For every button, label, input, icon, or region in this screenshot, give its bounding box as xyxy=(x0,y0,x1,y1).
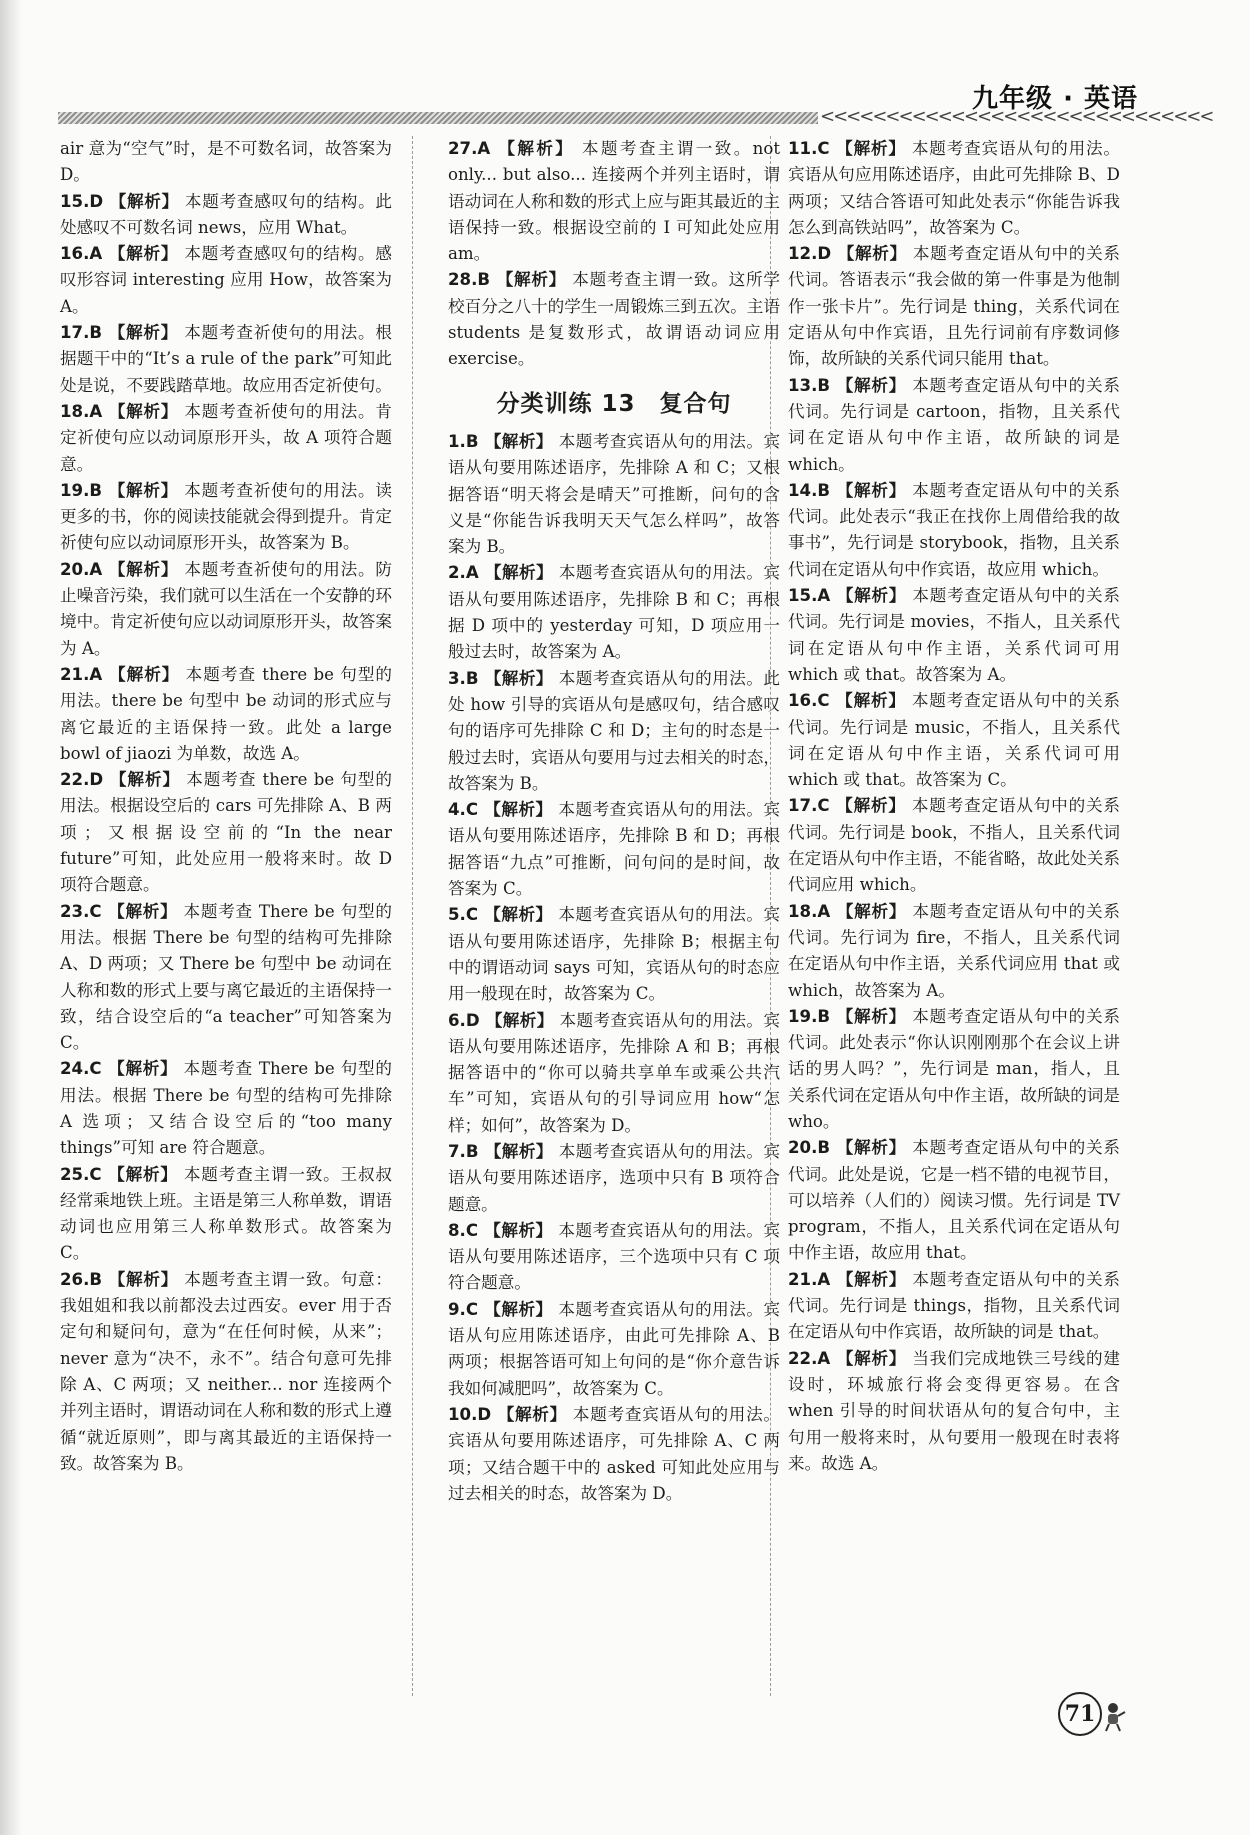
column-divider-1 xyxy=(412,136,413,1696)
answer-key-label: 22.D 【解析】 xyxy=(60,770,181,790)
answer-item: 3.B 【解析】 本题考查宾语从句的用法。此处 how 引导的宾语从句是感叹句，结合感叹句的语序可先排除 C 和 D；主句的时态是一般过去时，宾语从句要用与过去相关的时态，故答案为 B。 xyxy=(448,668,780,793)
answer-key-label: 9.C 【解析】 xyxy=(448,1299,553,1319)
answer-key-label: 20.B 【解析】 xyxy=(788,1138,907,1158)
answer-key-label: 24.C 【解析】 xyxy=(60,1059,178,1079)
answer-key-label: 16.C 【解析】 xyxy=(788,691,906,711)
answer-item: 25.C 【解析】 本题考查主谓一致。王叔叔经常乘地铁上班。主语是第三人称单数，谓语动词也应用第三人称单数形式。故答案为 C。 xyxy=(60,1164,392,1263)
answer-key-label: 4.C 【解析】 xyxy=(448,800,553,820)
answer-item: 19.B 【解析】 本题考查祈使句的用法。读更多的书，你的阅读技能就会得到提升。肯定祈使句应以动词原形开头，故答案为 B。 xyxy=(60,480,392,553)
answer-item: 15.D 【解析】 本题考查感叹句的结构。此处感叹不可数名词 news，应用 What。 xyxy=(60,191,392,237)
answer-key-label: 26.B 【解析】 xyxy=(60,1269,179,1289)
header-hatched-rule xyxy=(58,112,818,124)
answer-key-label: 18.A 【解析】 xyxy=(788,901,907,921)
answer-item: 15.A 【解析】 本题考查定语从句中的关系代词。先行词是 movies，不指人，且关系代词在定语从句中作主语，关系代词可用 which 或 that。故答案为 A。 xyxy=(788,586,1121,684)
column-2 xyxy=(448,136,780,1507)
answer-key-label: 8.C 【解析】 xyxy=(448,1220,553,1240)
page-number: 71 xyxy=(1058,1692,1102,1736)
answer-item: 16.C 【解析】 本题考查定语从句中的关系代词。先行词是 music，不指人，且关系代词在定语从句中作主语，关系代词可用 which 或 that。故答案为 C。 xyxy=(788,691,1120,790)
header-chevron-decoration: <<<<<<<<<<<<<<<<<<<<<<<<<<<<<< xyxy=(820,106,1213,127)
answer-item: 14.B 【解析】 本题考查定语从句中的关系代词。此处表示“我正在找你上周借给我的故事书”，先行词是 storybook，指物，且关系代词在定语从句中作宾语，故应用 which。 xyxy=(788,480,1120,579)
answer-key-label: 25.C 【解析】 xyxy=(60,1164,178,1184)
answer-item: 13.B 【解析】 本题考查定语从句中的关系代词。先行词是 cartoon，指物，且关系代词在定语从句中作主语，故所缺的词是 which。 xyxy=(788,375,1120,474)
answer-key-label: 28.B 【解析】 xyxy=(448,270,567,290)
answer-key-label: 15.D 【解析】 xyxy=(60,191,179,211)
answer-key-label: 11.C 【解析】 xyxy=(788,139,906,158)
answer-item: 24.C 【解析】 本题考查 There be 句型的用法。根据 There be 句型的结构可先排除 A 选项；又结合设空后的“too many things”可知 are 符合题意。 xyxy=(60,1059,392,1158)
answer-item: 17.C 【解析】 本题考查定语从句中的关系代词。先行词是 book，不指人，且关系代词在定语从句中作主语，不能省略，故此处关系代词应用 which。 xyxy=(788,796,1120,895)
answer-item: 10.D 【解析】 本题考查宾语从句的用法。宾语从句要用陈述语序，可先排除 A、C 两项；又结合题干中的 asked 可知此处应用与过去相关的时态，故答案为 D。 xyxy=(448,1404,780,1503)
answer-key-label: 3.B 【解析】 xyxy=(448,668,553,688)
answer-key-label: 19.B 【解析】 xyxy=(788,1006,907,1026)
answer-key-label: 20.A 【解析】 xyxy=(60,559,179,579)
answer-item: air 意为“空气”时，是不可数名词，故答案为 D。 xyxy=(60,139,392,185)
answer-key-label: 6.D 【解析】 xyxy=(448,1010,554,1030)
answer-key-label: 15.A 【解析】 xyxy=(788,586,907,606)
answer-key-label: 17.C 【解析】 xyxy=(788,796,906,816)
answer-item: 9.C 【解析】 本题考查宾语从句的用法。宾语从句应用陈述语序，由此可先排除 A、B 两项；根据答语可知上句问的是“你介意告诉我如何减肥吗”，故答案为 C。 xyxy=(448,1299,780,1398)
answer-item: 8.C 【解析】 本题考查宾语从句的用法。宾语从句要用陈述语序，三个选项中只有 C 项符合题意。 xyxy=(448,1220,780,1293)
answer-item: 12.D 【解析】 本题考查定语从句中的关系代词。答语表示“我会做的第一件事是为他制作一张卡片”。先行词是 thing，关系代词在定语从句中作宾语，且先行词前有序数词修饰，故所缺的关系代词只能用 that。 xyxy=(788,244,1120,369)
page-spine-shadow xyxy=(0,0,22,1835)
answer-key-label: 7.B 【解析】 xyxy=(448,1141,553,1161)
answer-key-label: 21.A 【解析】 xyxy=(788,1269,907,1289)
answer-key-label: 22.A 【解析】 xyxy=(788,1348,907,1368)
answer-item: 22.A 【解析】 当我们完成地铁三号线的建设时，环城旅行将会变得更容易。在含 when 引导的时间状语从句的复合句中，主句用一般将来时，从句要用一般现在时表将来。故选 A。 xyxy=(788,1348,1121,1473)
answer-item: 6.D 【解析】 本题考查宾语从句的用法。宾语从句要用陈述语序，先排除 A 和 B；再根据答语中的“你可以骑共享单车或乘公共汽车”可知，宾语从句的引导词应用 how“怎样；如何”，故答案为 D。 xyxy=(448,1010,780,1135)
answer-item: 27.A 【解析】 本题考查主谓一致。not only... but also... 连接两个并列主语时，谓语动词在人称和数的形式上应与距其最近的主语保持一致。根据设空前的 I 可知此处应用 am。 xyxy=(448,139,781,264)
answer-item: 11.C 【解析】 本题考查宾语从句的用法。宾语从句应用陈述语序，由此可先排除 B、D 两项；又结合答语可知此处表示“你能告诉我怎么到高铁站吗”，故答案为 C。 xyxy=(788,139,1120,237)
column-3 xyxy=(788,136,1120,1477)
answer-item: 16.A 【解析】 本题考查感叹句的结构。感叹形容词 interesting 应用 How，故答案为 A。 xyxy=(60,244,393,316)
answer-key-label: 10.D 【解析】 xyxy=(448,1404,567,1424)
answer-key-label: 21.A 【解析】 xyxy=(60,664,180,684)
answer-key-label: 12.D 【解析】 xyxy=(788,244,907,264)
answer-item: 1.B 【解析】 本题考查宾语从句的用法。宾语从句要用陈述语序，先排除 A 和 C；又根据答语“明天将会是晴天”可推断，问句的含义是“你能告诉我明天天气怎么样吗”，故答案为 B。 xyxy=(448,431,780,557)
answer-item: 18.A 【解析】 本题考查定语从句中的关系代词。先行词为 fire，不指人，且关系代词在定语从句中作主语，关系代词应用 that 或 which，故答案为 A。 xyxy=(788,901,1121,1000)
answer-item: 17.B 【解析】 本题考查祈使句的用法。根据题干中的“It’s a rule of the park”可知此处是说，不要践踏草地。故应用否定祈使句。 xyxy=(60,323,392,395)
answer-item: 20.A 【解析】 本题考查祈使句的用法。防止噪音污染，我们就可以生活在一个安静的环境中。肯定祈使句应以动词原形开头，故答案为 A。 xyxy=(60,559,393,658)
section-title: 分类训练 13 复合句 xyxy=(496,390,732,417)
answer-item: 18.A 【解析】 本题考查祈使句的用法。肯定祈使句应以动词原形开头，故 A 项符合题意。 xyxy=(60,401,393,474)
answer-item: 21.A 【解析】 本题考查定语从句中的关系代词。先行词是 things，指物，且关系代词在定语从句中作宾语，故所缺的词是 that。 xyxy=(788,1269,1121,1342)
mascot-icon xyxy=(1100,1700,1126,1732)
answer-item: 4.C 【解析】 本题考查宾语从句的用法。宾语从句要用陈述语序，先排除 B 和 D；再根据答语“九点”可推断，问句问的是时间，故答案为 C。 xyxy=(448,800,780,899)
answer-item: 22.D 【解析】 本题考查 there be 句型的用法。根据设空后的 cars 可先排除 A、B 两项；又根据设空前的“In the near future”可知，此处应用一般将来时。故 D 项符合题意。 xyxy=(60,770,393,895)
answer-key-label: 17.B 【解析】 xyxy=(60,323,179,343)
answer-key-label: 27.A 【解析】 xyxy=(448,139,575,158)
answer-key-label: 2.A 【解析】 xyxy=(448,563,554,583)
answer-key-label: 14.B 【解析】 xyxy=(788,480,907,500)
answer-item: 19.B 【解析】 本题考查定语从句中的关系代词。此处表示“你认识刚刚那个在会议上讲话的男人吗？”，先行词是 man，指人，且关系代词在定语从句中作主语，故所缺的词是 who。 xyxy=(788,1006,1120,1131)
answer-item: 21.A 【解析】 本题考查 there be 句型的用法。there be 句型中 be 动词的形式应与离它最近的主语保持一致。此处 a large bowl of jiaozi 为单数，故选 A。 xyxy=(60,664,393,763)
answer-item: 2.A 【解析】 本题考查宾语从句的用法。宾语从句要用陈述语序，先排除 B 和 C；再根据 D 项中的 yesterday 可知，D 项应用一般过去时，故答案为 A。 xyxy=(448,563,780,662)
answer-key-label: 23.C 【解析】 xyxy=(60,901,178,921)
answer-key-label: 16.A 【解析】 xyxy=(60,244,179,264)
answer-item: 26.B 【解析】 本题考查主谓一致。句意：我姐姐和我以前都没去过西安。ever 用于否定句和疑问句，意为“在任何时候，从来”；never 意为“决不，永不”。结合句意可先排除 A、C 两项；又 neither... nor 连接两个并列主语时，谓语动词在人称和数的形式上遵循“就近原则”，即与离其最近的主语保持一致。故答案为 B。 xyxy=(60,1269,392,1473)
answer-key-label: 19.B 【解析】 xyxy=(60,480,179,500)
answer-item: 7.B 【解析】 本题考查宾语从句的用法。宾语从句要用陈述语序，选项中只有 B 项符合题意。 xyxy=(448,1141,780,1214)
answer-item: 28.B 【解析】 本题考查主谓一致。这所学校百分之八十的学生一周锻炼三到五次。主语 students 是复数形式，故谓语动词应用 exercise。 xyxy=(448,270,780,369)
answer-key-label: 5.C 【解析】 xyxy=(448,905,553,925)
answer-item: 5.C 【解析】 本题考查宾语从句的用法。宾语从句要用陈述语序，先排除 B；根据主句中的谓语动词 says 可知，宾语从句的时态应用一般现在时，故答案为 C。 xyxy=(448,905,780,1004)
column-1 xyxy=(60,136,392,1477)
answer-item: 20.B 【解析】 本题考查定语从句中的关系代词。此处是说，它是一档不错的电视节目，可以培养（人们的）阅读习惯。先行词是 TV program，不指人，且关系代词在定语从句中作主语，故应用 that。 xyxy=(788,1138,1120,1263)
header-title: 九年级 · 英语 xyxy=(972,84,1138,114)
answer-item: 23.C 【解析】 本题考查 There be 句型的用法。根据 There be 句型的结构可先排除 A、D 两项；又 There be 句型中 be 动词在人称和数的形式上要与离它最近的主语保持一致，结合设空后的“a teacher”可知答案为 C。 xyxy=(60,901,392,1053)
page-header xyxy=(58,78,1213,128)
answer-key-label: 13.B 【解析】 xyxy=(788,375,907,395)
answer-key-label: 1.B 【解析】 xyxy=(448,431,553,451)
answer-key-label: 18.A 【解析】 xyxy=(60,401,179,421)
